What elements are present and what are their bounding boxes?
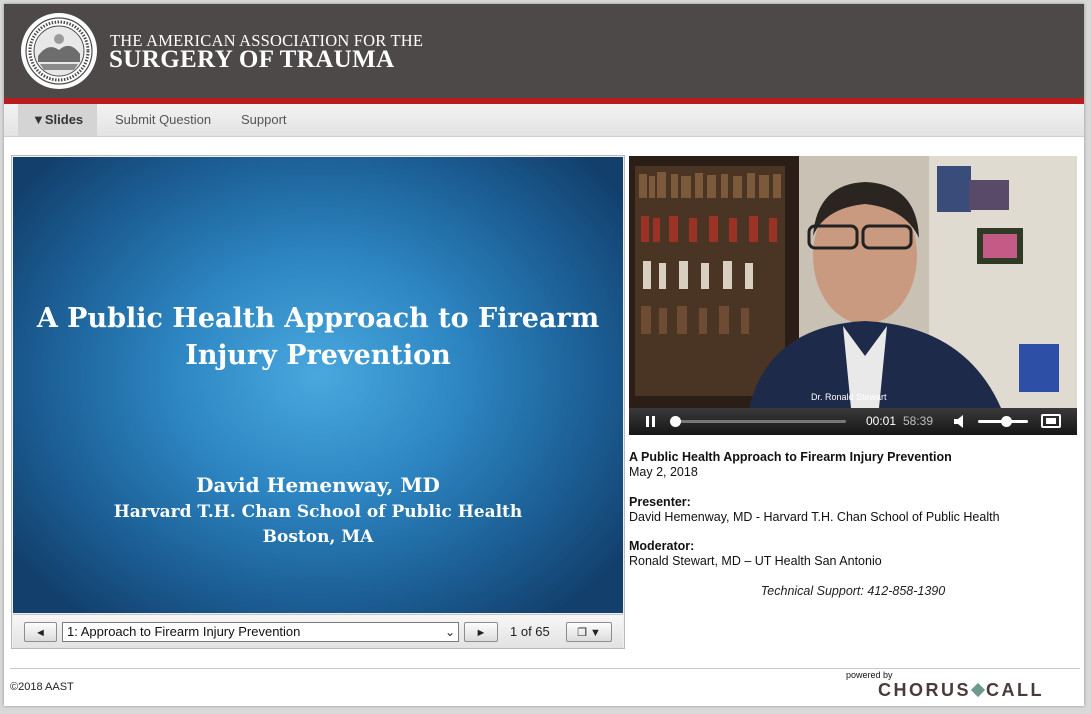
presenter-name: David Hemenway, MD - Harvard T.H. Chan School of Public Health bbox=[629, 510, 1000, 524]
current-time: 00:01 bbox=[866, 414, 897, 428]
diamond-icon bbox=[971, 683, 985, 697]
org-name-line1: THE AMERICAN ASSOCIATION FOR THE bbox=[110, 31, 424, 50]
chevron-down-icon: ⌄ bbox=[444, 625, 455, 639]
presenter-label: Presenter: bbox=[629, 495, 691, 509]
slide-location: Boston, MA bbox=[262, 527, 374, 547]
video-controls bbox=[629, 408, 1077, 435]
next-slide-button[interactable]: ► bbox=[464, 622, 498, 642]
view-mode-button[interactable]: ❐ ▼ bbox=[566, 622, 612, 642]
slide-institution: Harvard T.H. Chan School of Public Health bbox=[113, 502, 523, 522]
site-header bbox=[4, 4, 1084, 98]
technical-support: Technical Support: 412-858-1390 bbox=[760, 584, 946, 598]
moderator-label: Moderator: bbox=[629, 539, 695, 553]
event-date: May 2, 2018 bbox=[629, 465, 698, 479]
volume-icon[interactable] bbox=[953, 415, 969, 428]
moderator-name: Ronald Stewart, MD – UT Health San Antonio bbox=[629, 554, 882, 568]
seek-handle[interactable] bbox=[670, 416, 681, 427]
pause-icon[interactable] bbox=[646, 416, 655, 427]
volume-handle[interactable] bbox=[1001, 416, 1012, 427]
event-info bbox=[629, 450, 1079, 569]
prev-slide-button[interactable]: ◄ bbox=[24, 622, 57, 642]
video-name-overlay: Dr. Ronald Stewart bbox=[811, 392, 887, 402]
brand-left: CHORUS bbox=[878, 680, 972, 700]
slide-counter: 1 of 65 bbox=[510, 624, 550, 639]
tab-support[interactable]: Support bbox=[241, 112, 287, 127]
slide-title: A Public Health Approach to Firearm Injury Prevention bbox=[36, 303, 600, 371]
copyright: ©2018 AAST bbox=[10, 681, 74, 693]
slide-select[interactable] bbox=[62, 622, 459, 642]
page-frame bbox=[4, 4, 1084, 706]
seek-bar[interactable] bbox=[675, 420, 846, 423]
event-title: A Public Health Approach to Firearm Injury Prevention bbox=[629, 450, 952, 464]
main-nav bbox=[4, 104, 1084, 137]
slide-panel bbox=[11, 155, 625, 649]
footer-divider bbox=[10, 668, 1080, 669]
slide-canvas bbox=[13, 157, 623, 613]
volume-slider[interactable] bbox=[978, 420, 1028, 423]
video-player[interactable] bbox=[629, 156, 1077, 435]
total-time: 58:39 bbox=[903, 414, 934, 428]
org-name-line2: SURGERY OF TRAUMA bbox=[109, 46, 395, 73]
fullscreen-icon[interactable] bbox=[1041, 414, 1061, 428]
powered-by-label: powered by bbox=[846, 670, 893, 680]
slide-controls bbox=[13, 614, 623, 648]
presenter-video-frame bbox=[629, 156, 1077, 408]
slide-author: David Hemenway, MD bbox=[196, 473, 440, 497]
tab-submit-question[interactable]: Submit Question bbox=[115, 112, 212, 127]
brand-right: CALL bbox=[986, 680, 1045, 700]
chorus-call-logo[interactable] bbox=[878, 680, 1044, 701]
tab-slides[interactable]: ▼Slides bbox=[18, 104, 97, 136]
aast-seal-logo bbox=[20, 12, 98, 90]
slide-select-value: 1: Approach to Firearm Injury Prevention bbox=[67, 624, 301, 639]
